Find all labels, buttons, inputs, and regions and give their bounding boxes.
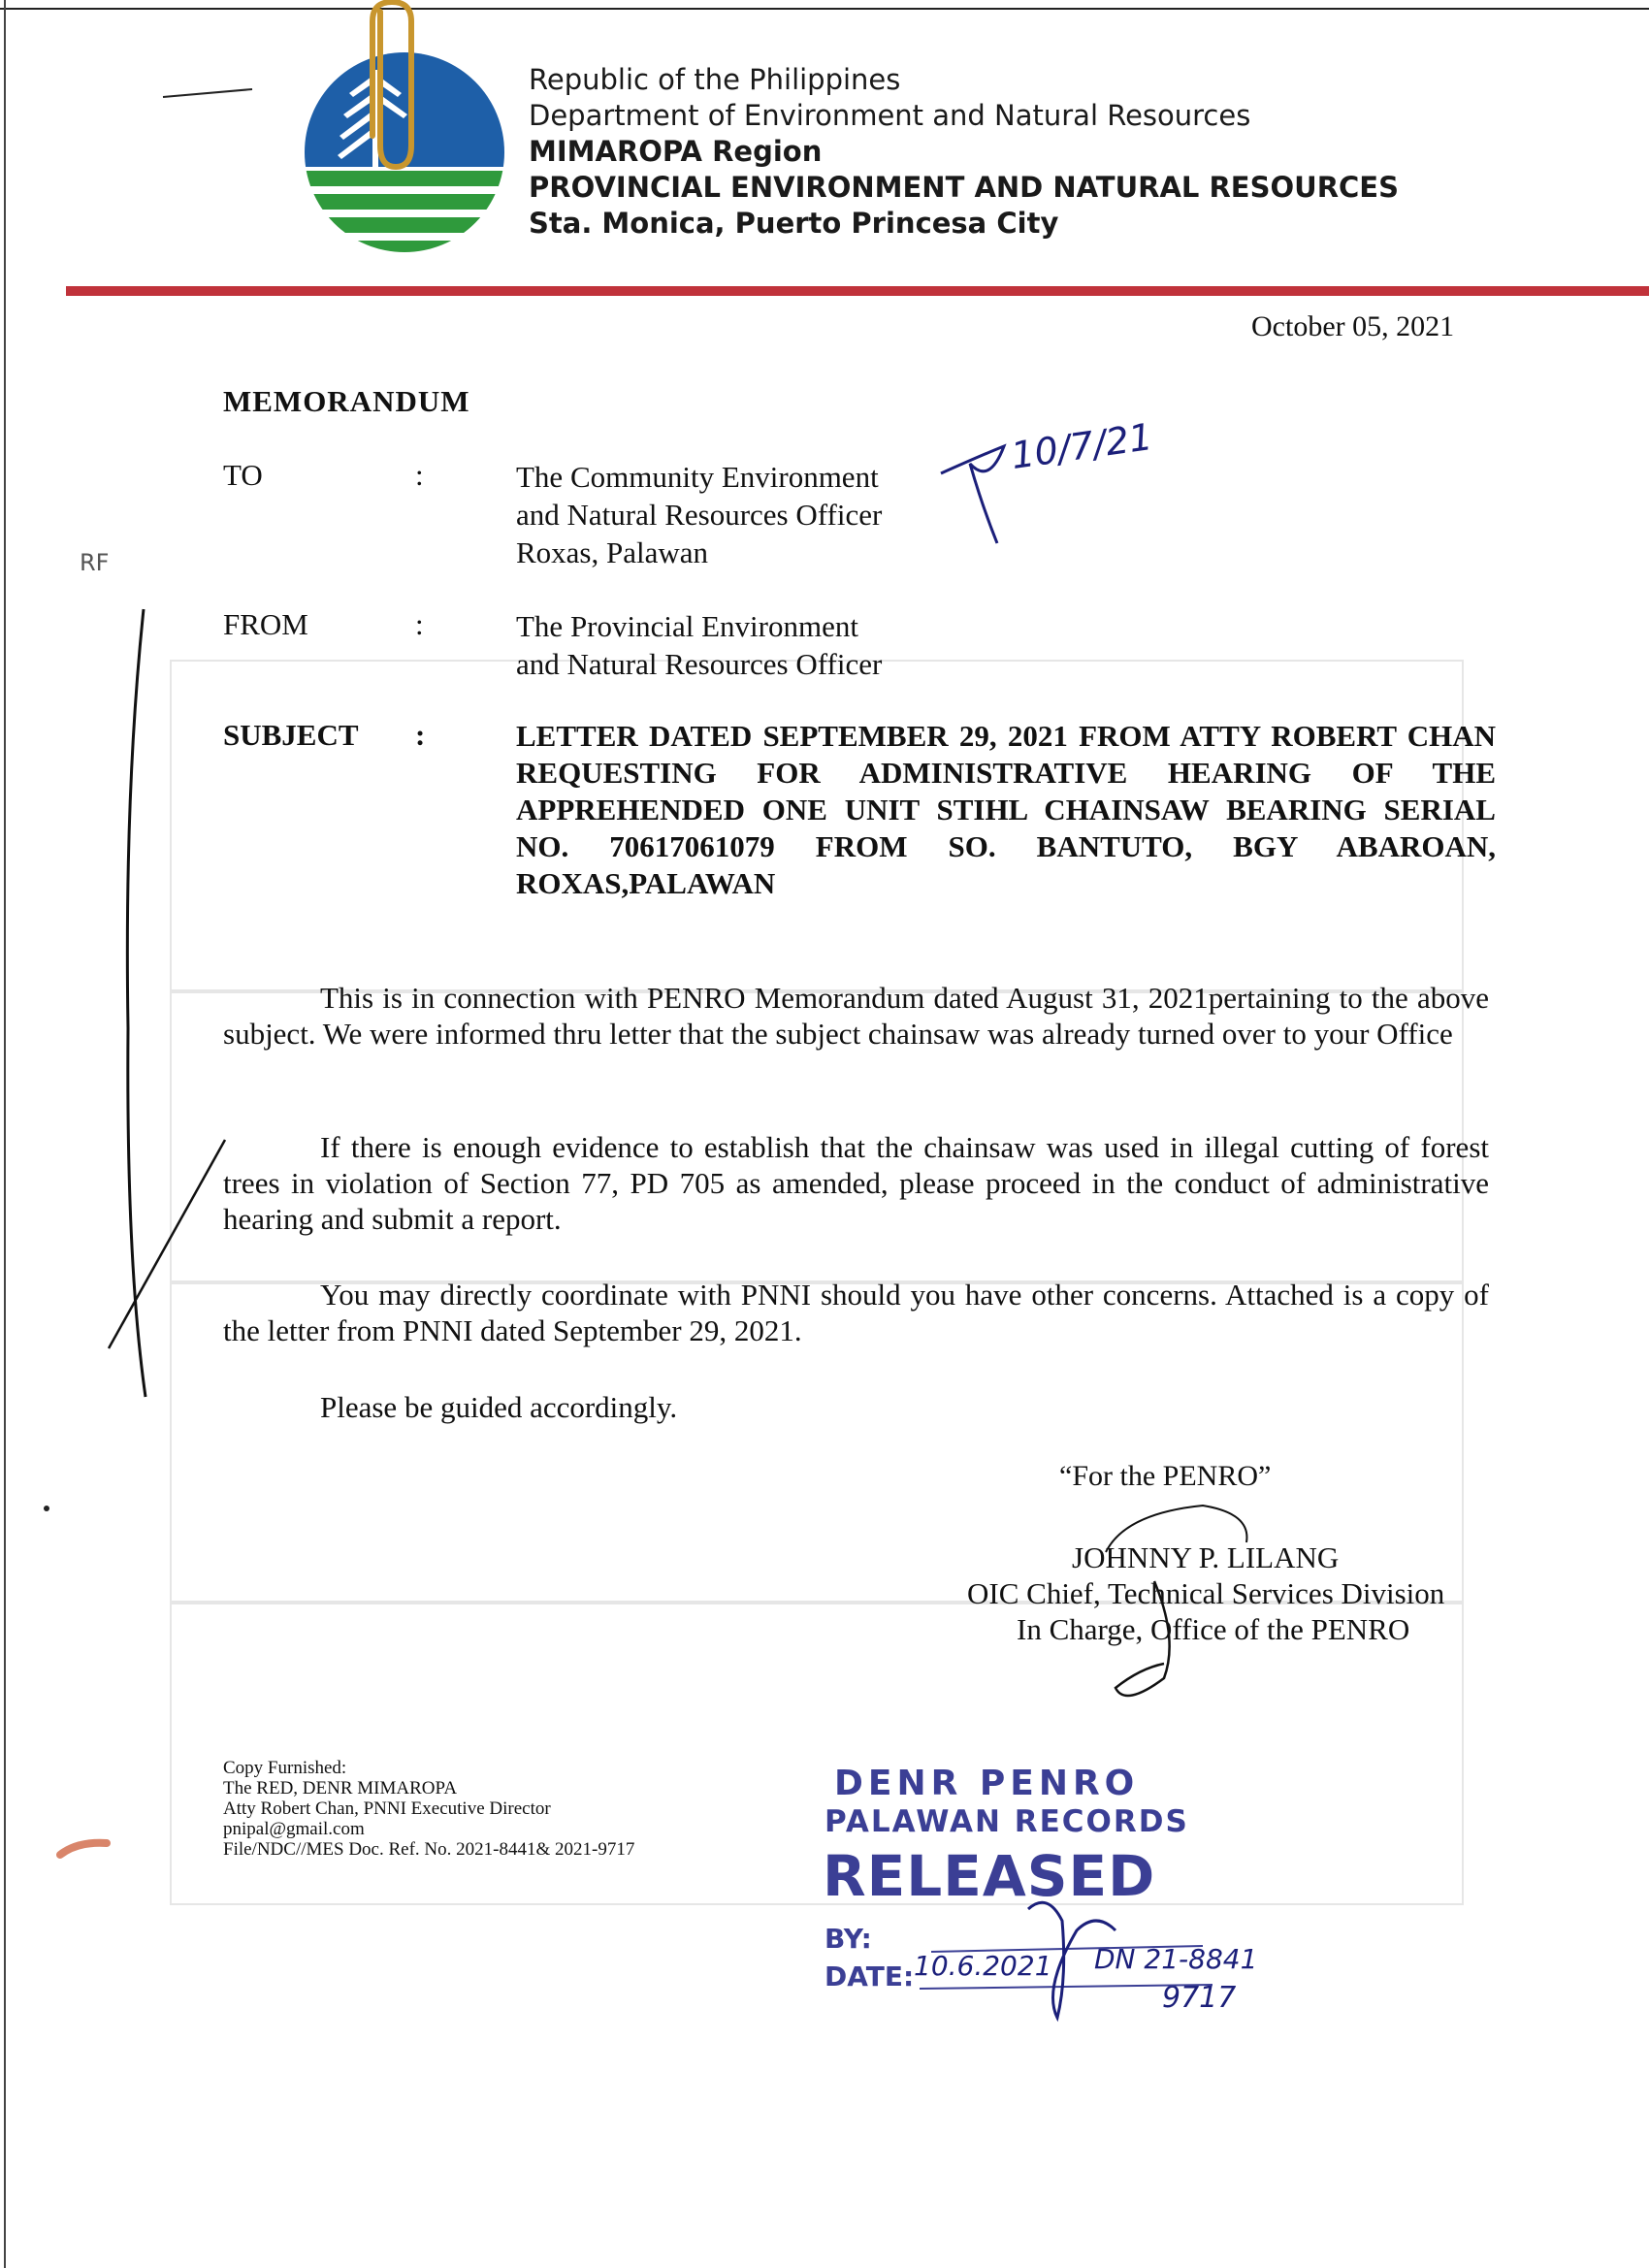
to-colon: :: [415, 458, 424, 492]
handwritten-doc-number-2: 9717: [1162, 1981, 1237, 2015]
memo-date: October 05, 2021: [1251, 310, 1455, 342]
page-top-edge: [0, 8, 1649, 10]
stamp-status: RELEASED: [823, 1843, 1156, 1909]
body-paragraph-3: [223, 1277, 1489, 1348]
letterhead-address: Sta. Monica, Puerto Princesa City: [529, 207, 1059, 240]
signature-for: “For the PENRO”: [1059, 1460, 1272, 1492]
from-colon: :: [415, 607, 424, 641]
body-paragraph-4: [223, 1389, 1489, 1425]
from-sender: [516, 607, 882, 683]
to-line: Roxas, Palawan: [516, 535, 709, 569]
stamp-date-label: DATE:: [824, 1960, 915, 1993]
copy-furnished-line: File/NDC//MES Doc. Ref. No. 2021-8441& 2021-9717: [223, 1839, 635, 1860]
from-label: FROM: [223, 607, 308, 641]
body-paragraph-4-text: Please be guided accordingly.: [320, 1390, 678, 1424]
denr-logo: [303, 50, 506, 254]
stamp-by-label: BY:: [824, 1923, 872, 1955]
from-line: The Provincial Environment: [516, 609, 858, 643]
copy-furnished-label: Copy Furnished:: [223, 1758, 347, 1778]
to-line: The Community Environment: [516, 460, 879, 494]
initial-scribble: [941, 446, 1004, 543]
signatory-title: OIC Chief, Technical Services Division: [967, 1576, 1445, 1610]
letterhead-department: Department of Environment and Natural Resources: [529, 99, 1251, 132]
body-paragraph-1-text: This is in connection with PENRO Memorandum dated August 31, 2021pertaining to the above subject. We were informed thru letter that the subject chainsaw was already turned over to your Office: [223, 981, 1489, 1051]
body-paragraph-2: [223, 1129, 1489, 1237]
letterhead-republic: Republic of the Philippines: [529, 63, 901, 96]
copy-furnished-line: Atty Robert Chan, PNNI Executive Director: [223, 1798, 551, 1819]
handwritten-initial-date: 10/7/21: [1008, 415, 1155, 477]
header-divider: [66, 286, 1649, 296]
body-paragraph-1: [223, 980, 1489, 1052]
margin-bracket: [127, 609, 146, 1397]
letterhead: [529, 62, 1399, 242]
stain-mark: [60, 1843, 107, 1855]
body-paragraph-2-text: If there is enough evidence to establish that the chainsaw was used in illegal cutting of forest trees in violation of Section 77, PD 705 as amended, please proceed in the conduct of administrative hearing and submit a report.: [223, 1130, 1489, 1236]
stamp-records: PALAWAN RECORDS: [824, 1804, 1189, 1839]
memo-title: MEMORANDUM: [223, 384, 470, 418]
handwritten-doc-number: DN 21-8841: [1094, 1943, 1258, 1975]
subject-text: LETTER DATED SEPTEMBER 29, 2021 FROM ATTY ROBERT CHAN REQUESTING FOR ADMINISTRATIVE HEARING OF THE APPREHENDED ONE UNIT STIHL CHAINSAW BEARING SERIAL NO. 70617061079 FROM SO. BANTUTO, BGY ABAROAN, ROXAS,PALAWAN: [516, 719, 1496, 900]
to-line: and Natural Resources Officer: [516, 498, 883, 532]
from-line: and Natural Resources Officer: [516, 647, 883, 681]
dot-mark: [44, 1506, 49, 1511]
copy-furnished: [223, 1758, 634, 1860]
page-left-edge: [4, 0, 6, 2268]
letterhead-office: PROVINCIAL ENVIRONMENT AND NATURAL RESOURCES: [529, 171, 1400, 204]
copy-furnished-line: The RED, DENR MIMAROPA: [223, 1778, 458, 1798]
signatory-office: In Charge, Office of the PENRO: [1017, 1612, 1410, 1646]
letterhead-region: MIMAROPA Region: [529, 135, 823, 168]
handwritten-stamp-date: 10.6.2021: [914, 1950, 1052, 1982]
copy-furnished-line: pnipal@gmail.com: [223, 1819, 365, 1839]
signatory-name: JOHNNY P. LILANG: [1072, 1540, 1340, 1574]
stamp-office: DENR PENRO: [834, 1764, 1140, 1803]
subject-label: SUBJECT: [223, 718, 359, 752]
body-paragraph-3-text: You may directly coordinate with PNNI should you have other concerns. Attached is a copy of the letter from PNNI dated September 29, 2021.: [223, 1278, 1489, 1347]
subject-colon: :: [415, 718, 426, 752]
pen-stroke: [163, 89, 252, 97]
handwritten-margin-note: RF: [80, 549, 110, 576]
to-label: TO: [223, 458, 263, 492]
to-recipient: [516, 458, 882, 571]
